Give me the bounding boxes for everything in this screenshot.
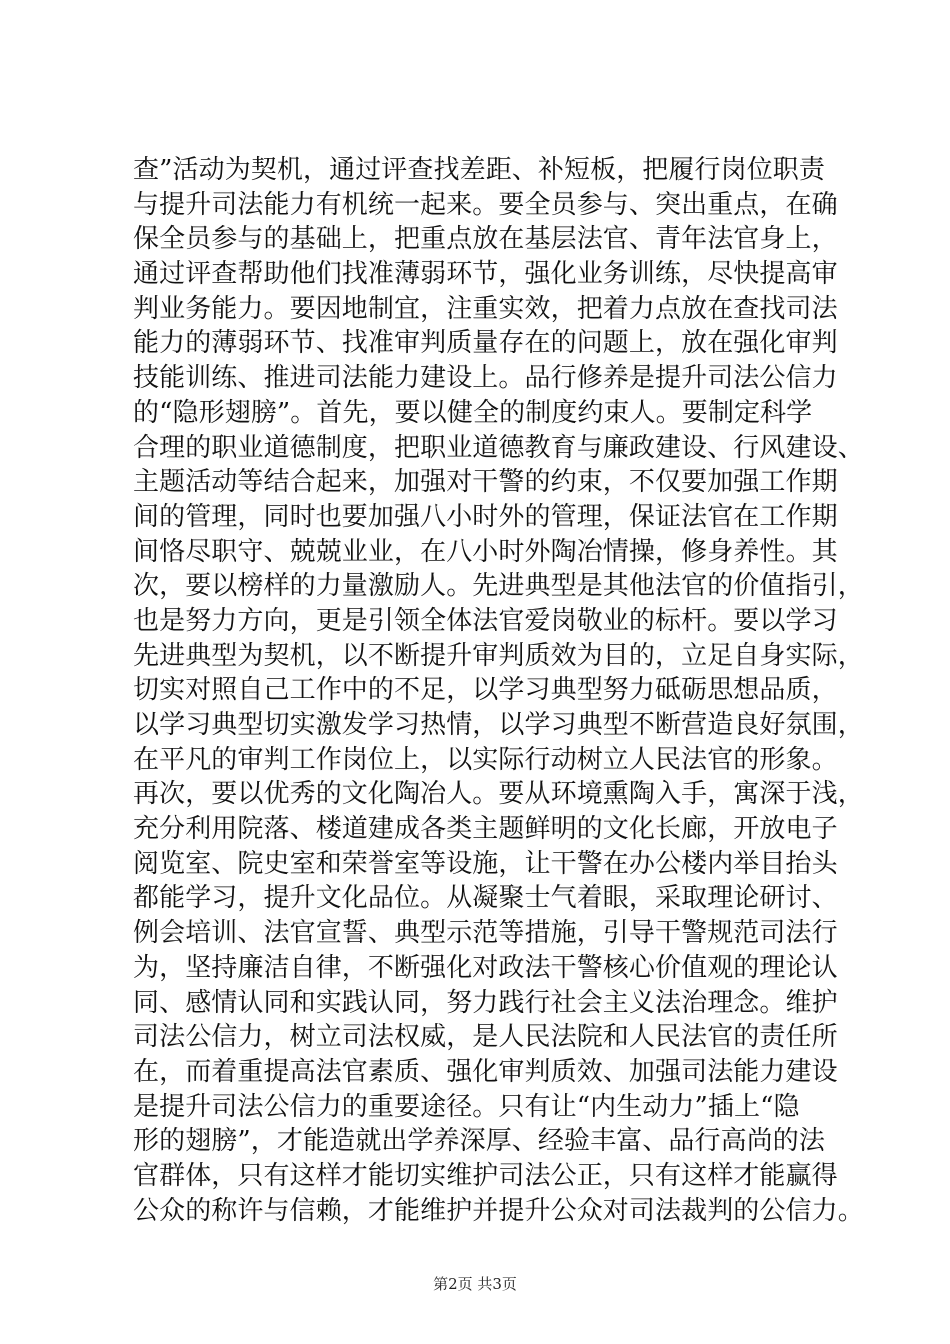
text-line: 公众的称许与信赖，才能维护并提升公众对司法裁判的公信力。 [133, 1195, 864, 1226]
text-line: 判业务能力。要因地制宜，注重实效，把着力点放在查找司法 [133, 293, 838, 324]
text-line: 技能训练、推进司法能力建设上。品行修养是提升司法公信力 [133, 363, 838, 394]
text-line: 间的管理，同时也要加强八小时外的管理，保证法官在工作期 [133, 501, 838, 532]
text-line: 次，要以榜样的力量激励人。先进典型是其他法官的价值指引， [133, 571, 864, 602]
text-line: 例会培训、法官宣誓、典型示范等措施，引导干警规范司法行 [133, 918, 838, 949]
text-line: 间恪尽职守、兢兢业业，在八小时外陶冶情操，修身养性。其 [133, 536, 838, 567]
text-line: 都能学习，提升文化品位。从凝聚士气着眼，采取理论研讨、 [133, 883, 838, 914]
text-line: 也是努力方向，更是引领全体法官爱岗敬业的标杆。要以学习 [133, 605, 838, 636]
text-line: 为，坚持廉洁自律，不断强化对政法干警核心价值观的理论认 [133, 952, 838, 983]
text-line: 与提升司法能力有机统一起来。要全员参与、突出重点，在确 [133, 189, 838, 220]
page-number: 第2页 共3页 [433, 1275, 517, 1293]
text-line: 官群体，只有这样才能切实维护司法公正，只有这样才能赢得 [133, 1160, 838, 1191]
text-line: 主题活动等结合起来，加强对干警的约束，不仅要加强工作期 [133, 467, 838, 498]
text-line: 先进典型为契机，以不断提升审判质效为目的，立足自身实际， [133, 640, 864, 671]
text-line: 在，而着重提高法官素质、强化审判质效、加强司法能力建设 [133, 1056, 838, 1087]
text-line: 在平凡的审判工作岗位上，以实际行动树立人民法官的形象。 [133, 744, 838, 775]
text-line: 以学习典型切实激发学习热情，以学习典型不断营造良好氛围， [133, 710, 864, 740]
text-line: 再次，要以优秀的文化陶冶人。要从环境熏陶入手，寓深于浅， [133, 779, 864, 810]
text-line: 通过评查帮助他们找准薄弱环节，强化业务训练，尽快提高审 [133, 259, 838, 290]
text-line: 保全员参与的基础上，把重点放在基层法官、青年法官身上， [133, 224, 838, 255]
text-line: 查”活动为契机，通过评查找差距、补短板，把履行岗位职责 [133, 155, 825, 185]
body-text [133, 153, 864, 1228]
text-line: 的“隐形翅膀”。首先，要以健全的制度约束人。要制定科学 [133, 397, 813, 428]
text-line: 形的翅膀”，才能造就出学养深厚、经验丰富、品行高尚的法 [133, 1126, 825, 1157]
text-line: 同、感情认同和实践认同，努力践行社会主义法治理念。维护 [133, 987, 838, 1018]
text-line: 阅览室、院史室和荣誉室等设施，让干警在办公楼内举目抬头 [133, 848, 838, 879]
text-line: 司法公信力，树立司法权威，是人民法院和人民法官的责任所 [133, 1022, 838, 1053]
text-line: 充分利用院落、楼道建成各类主题鲜明的文化长廊，开放电子 [133, 814, 838, 845]
text-line: 切实对照自己工作中的不足，以学习典型努力砥砺思想品质， [133, 675, 838, 706]
text-line: 能力的薄弱环节、找准审判质量存在的问题上，放在强化审判 [133, 328, 838, 359]
text-line: 合理的职业道德制度，把职业道德教育与廉政建设、行风建设、 [133, 432, 864, 463]
text-line: 是提升司法公信力的重要途径。只有让“内生动力”插上“隐 [133, 1091, 800, 1122]
